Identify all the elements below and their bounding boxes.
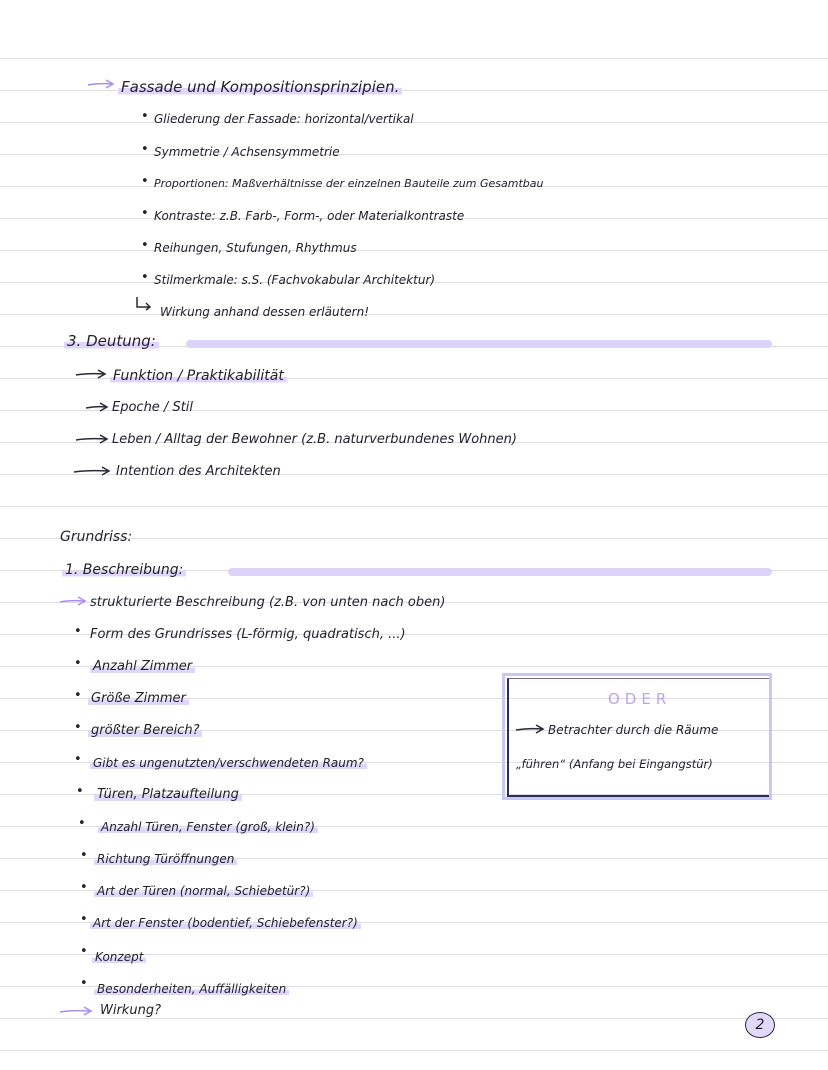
grundriss-item: Anzahl Türen, Fenster (groß, klein?) (98, 817, 318, 837)
facade-item: Kontraste: z.B. Farb-, Form-, oder Materialkontraste (154, 209, 465, 223)
bullet: • (76, 784, 84, 799)
bullet: • (74, 752, 82, 767)
deutung-item: Leben / Alltag der Bewohner (z.B. naturverbundenes Wohnen) (112, 432, 517, 447)
facade-result: Wirkung anhand dessen erläutern! (160, 305, 370, 319)
grundriss-title: Grundriss: (60, 529, 133, 545)
bullet: • (141, 174, 149, 189)
bullet: • (80, 848, 88, 863)
page-number: 2 (745, 1012, 775, 1038)
deutung-item: Funktion / Praktikabilität (110, 366, 287, 386)
arrow-icon (58, 1005, 94, 1017)
bullet: • (74, 688, 82, 703)
grundriss-item: Konzept (92, 947, 146, 967)
grundriss-item: Richtung Türöffnungen (94, 849, 237, 869)
highlight-bar (228, 568, 772, 576)
arrow-icon (84, 401, 110, 413)
return-arrow-icon (134, 296, 154, 312)
grundriss-item: Art der Türen (normal, Schiebetür?) (94, 881, 313, 901)
deutung-item: Epoche / Stil (112, 400, 194, 415)
arrow-icon (86, 78, 116, 90)
bullet: • (74, 656, 82, 671)
arrow-icon (58, 595, 88, 607)
highlight-bar (186, 340, 772, 348)
grundriss-item: Gibt es ungenutzten/verschwendeten Raum? (90, 753, 367, 773)
grundriss-item: Türen, Platzaufteilung (94, 785, 242, 805)
alternative-line-1: Betrachter durch die Räume (548, 723, 719, 737)
bullet: • (141, 270, 149, 285)
bullet: • (80, 944, 88, 959)
deutung-heading: 3. Deutung: (64, 331, 159, 351)
bullet: • (80, 912, 88, 927)
arrow-icon (514, 723, 546, 735)
bullet: • (80, 976, 88, 991)
bullet: • (74, 624, 82, 639)
bullet: • (141, 109, 149, 124)
bullet: • (141, 142, 149, 157)
alternative-line-2: „führen“ (Anfang bei Eingangstür) (516, 757, 713, 771)
bullet: • (78, 816, 86, 831)
grundriss-conclusion: Wirkung? (100, 1003, 161, 1018)
grundriss-item: Größe Zimmer (88, 689, 189, 709)
bullet: • (141, 206, 149, 221)
beschreibung-heading: 1. Beschreibung: (62, 560, 186, 580)
alternative-title: ODER (608, 690, 672, 708)
facade-item: Symmetrie / Achsensymmetrie (154, 145, 340, 159)
bullet: • (80, 880, 88, 895)
facade-item: Reihungen, Stufungen, Rhythmus (154, 241, 357, 255)
bullet: • (74, 720, 82, 735)
grundriss-item: Anzahl Zimmer (90, 657, 195, 677)
grundriss-item: Art der Fenster (bodentief, Schiebefenster?) (90, 913, 361, 933)
grundriss-item: Form des Grundrisses (L-förmig, quadratisch, ...) (90, 627, 406, 642)
facade-heading: Fassade und Kompositionsprinzipien. (118, 77, 402, 97)
grundriss-intro: strukturierte Beschreibung (z.B. von unten nach oben) (90, 595, 446, 610)
deutung-item: Intention des Architekten (116, 464, 281, 479)
arrow-icon (74, 368, 108, 380)
grundriss-item: Besonderheiten, Auffälligkeiten (94, 979, 289, 999)
facade-item: Stilmerkmale: s.S. (Fachvokabular Architektur) (154, 273, 436, 287)
bullet: • (141, 238, 149, 253)
facade-item: Proportionen: Maßverhältnisse der einzelnen Bauteile zum Gesamtbau (154, 177, 544, 190)
grundriss-item: größter Bereich? (88, 721, 202, 741)
arrow-icon (72, 465, 112, 477)
facade-item: Gliederung der Fassade: horizontal/vertikal (154, 112, 414, 126)
arrow-icon (74, 433, 110, 445)
